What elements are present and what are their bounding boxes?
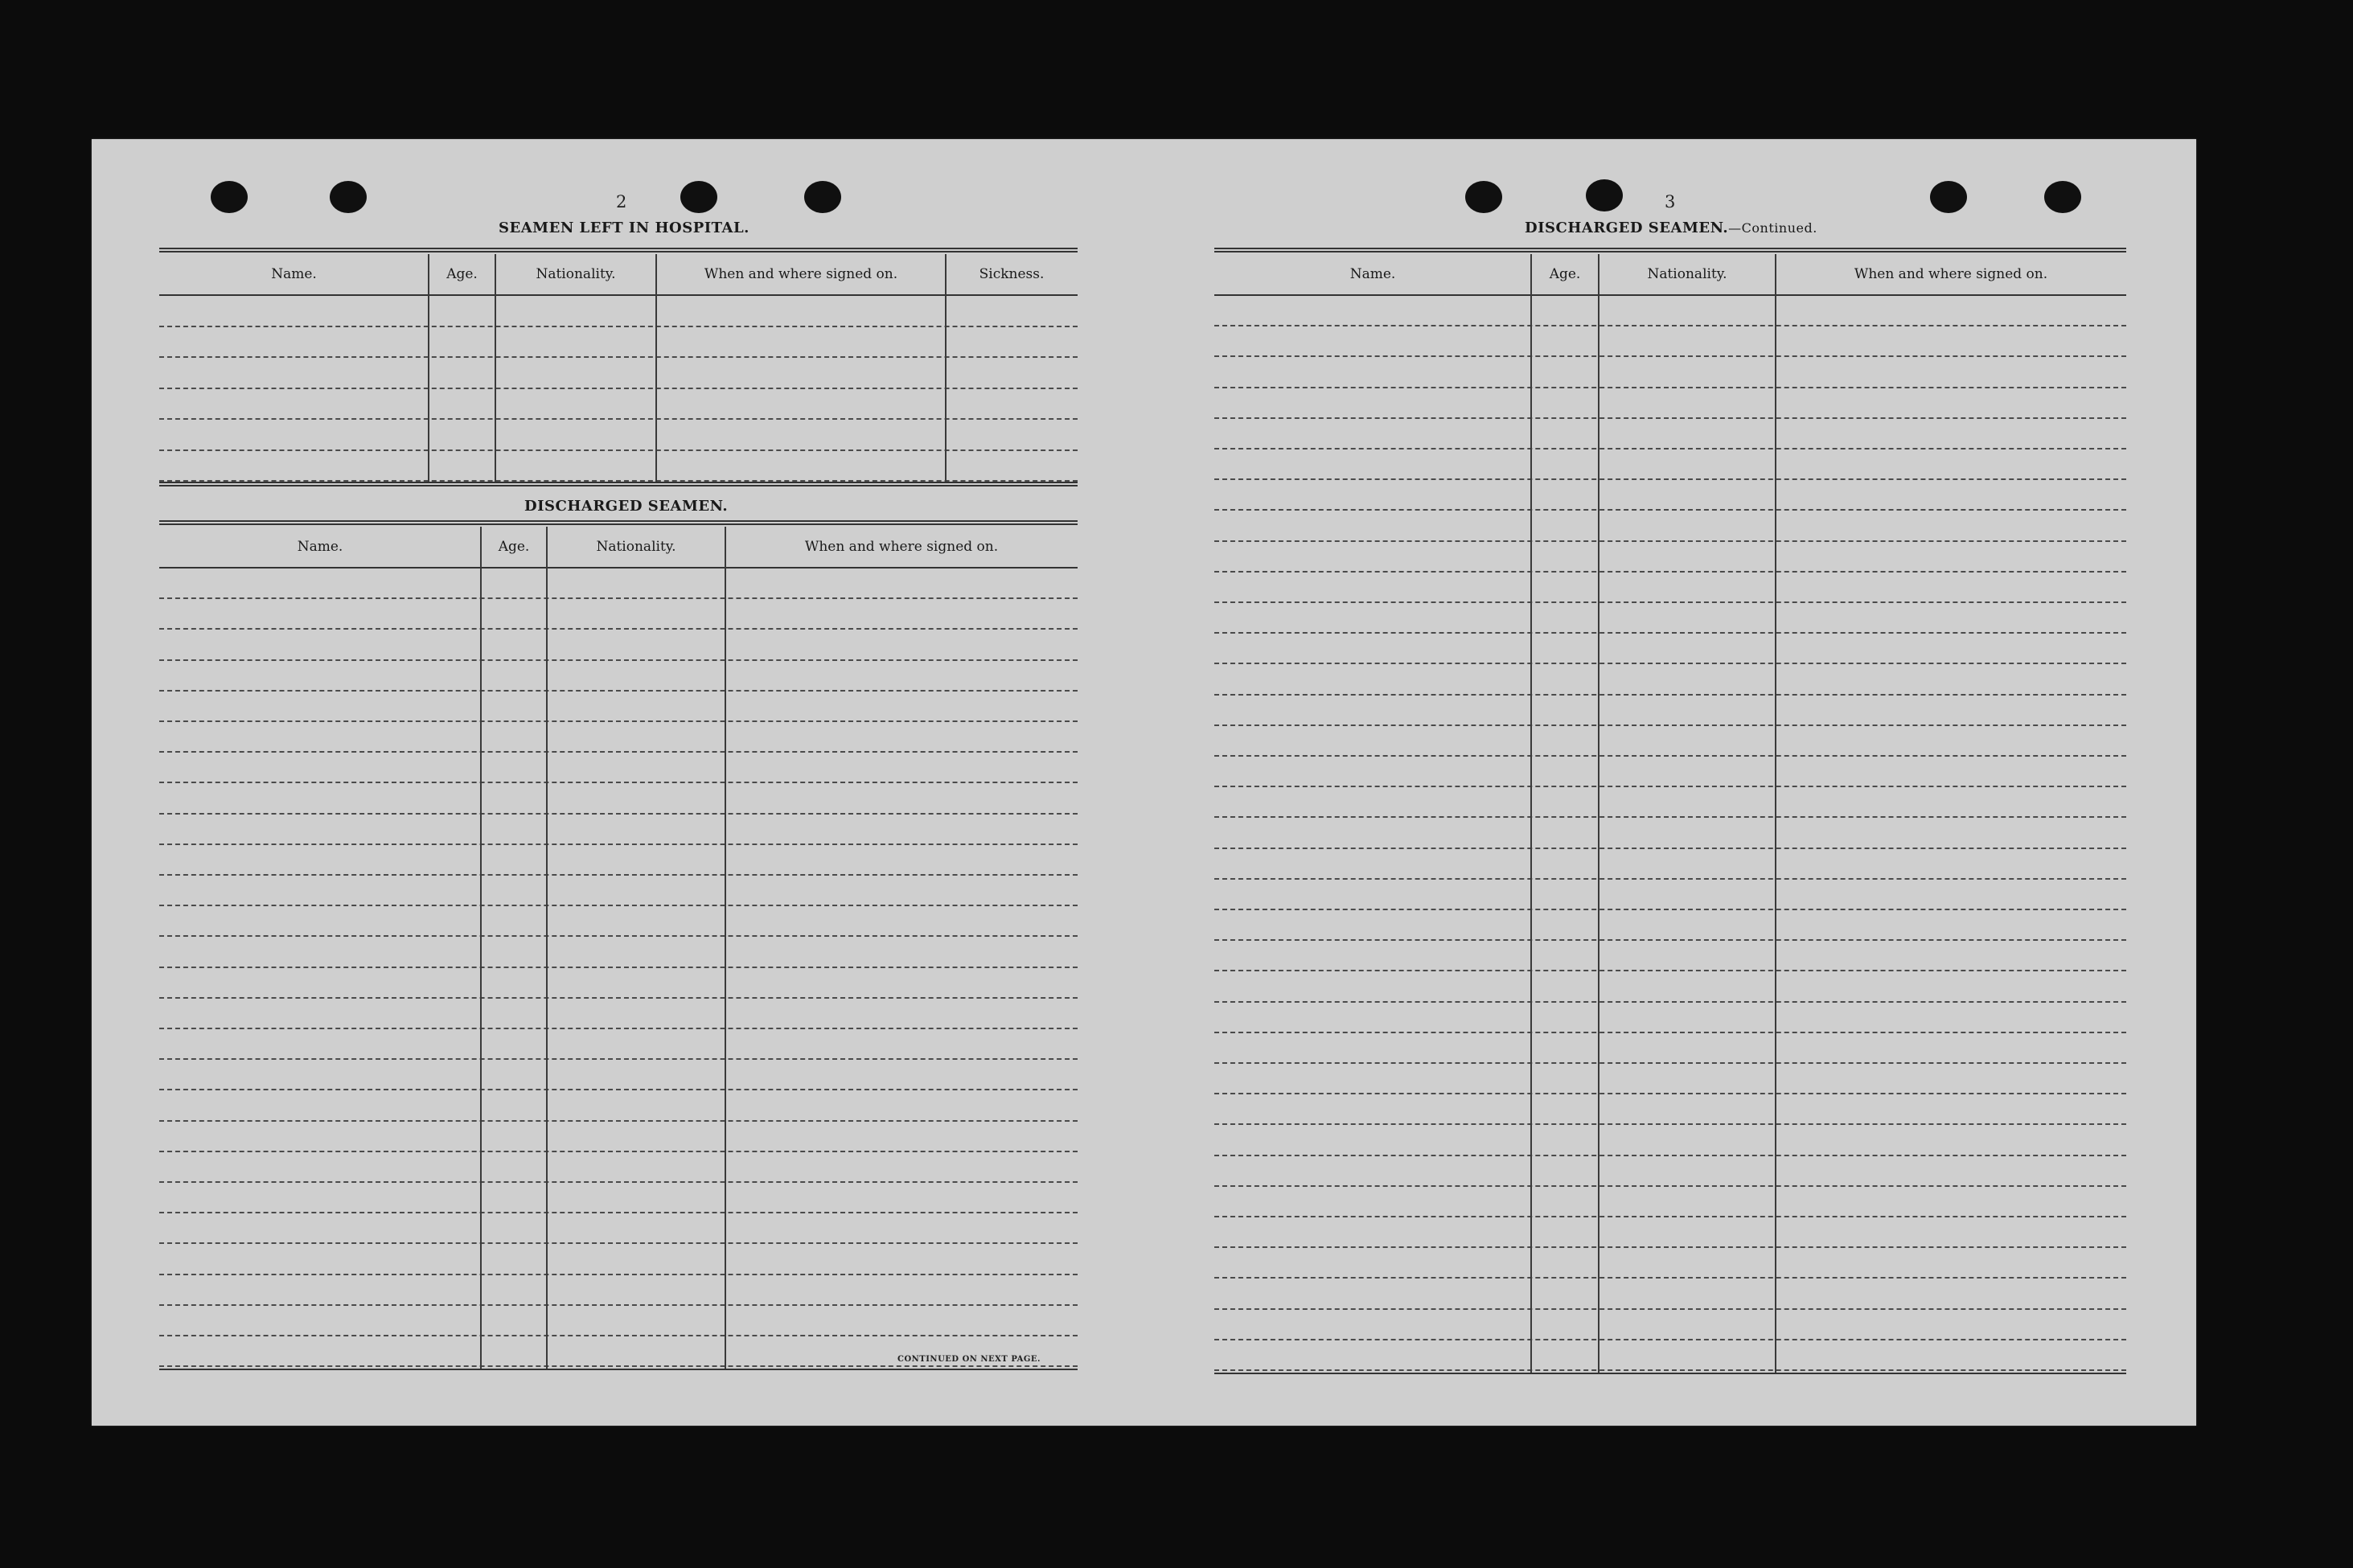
- table-row[interactable]: [1214, 1001, 2126, 1033]
- table-row[interactable]: [159, 1120, 1078, 1152]
- table-row[interactable]: [159, 751, 1078, 783]
- table-top-rule: [1214, 251, 2126, 252]
- table-row[interactable]: [1214, 540, 2126, 573]
- column-header: When and where signed on.: [704, 266, 898, 282]
- table-row[interactable]: [159, 597, 1078, 630]
- table-row[interactable]: [159, 997, 1078, 1029]
- column-divider: [1775, 254, 1776, 1373]
- table-row[interactable]: [1214, 1308, 2126, 1340]
- column-header: Nationality.: [596, 539, 676, 555]
- column-divider: [655, 254, 657, 482]
- column-divider: [480, 527, 482, 1369]
- table-row[interactable]: [159, 449, 1078, 482]
- discharged-continued-title-suffix: —Continued.: [1728, 220, 1817, 236]
- column-header: Name.: [1349, 266, 1396, 282]
- table-row[interactable]: [159, 690, 1078, 722]
- table-row[interactable]: [159, 813, 1078, 845]
- table-row[interactable]: [159, 388, 1078, 421]
- table-header-row: [159, 254, 1078, 296]
- table-row[interactable]: [1214, 478, 2126, 511]
- column-header: Age.: [498, 539, 530, 555]
- table-row[interactable]: [159, 967, 1078, 999]
- table-row[interactable]: [159, 1304, 1078, 1336]
- punch-hole: [330, 181, 367, 213]
- table-row[interactable]: [1214, 878, 2126, 910]
- table-row[interactable]: [1214, 417, 2126, 449]
- table-row[interactable]: [159, 782, 1078, 814]
- column-divider: [1598, 254, 1599, 1373]
- table-row[interactable]: [1214, 1062, 2126, 1094]
- column-header: When and where signed on.: [804, 539, 999, 555]
- table-row[interactable]: [1214, 387, 2126, 419]
- table-row[interactable]: [159, 874, 1078, 906]
- table-row[interactable]: [159, 1028, 1078, 1060]
- table-row[interactable]: [1214, 1185, 2126, 1217]
- column-header: Name.: [297, 539, 343, 555]
- table-header-row: [1214, 254, 2126, 296]
- discharged-continued-title: [1525, 220, 1817, 236]
- table-row[interactable]: [1214, 816, 2126, 848]
- table-row[interactable]: [159, 1058, 1078, 1090]
- table-top-rule: [159, 248, 1078, 249]
- punch-hole: [211, 181, 248, 213]
- table-top-rule: [159, 520, 1078, 522]
- table-row[interactable]: [159, 628, 1078, 660]
- punch-hole: [1930, 181, 1967, 213]
- table-row[interactable]: [1214, 1339, 2126, 1371]
- table-row[interactable]: [1214, 1277, 2126, 1309]
- table-row[interactable]: [159, 844, 1078, 876]
- table-row[interactable]: [159, 1242, 1078, 1275]
- table-row[interactable]: [159, 567, 1078, 599]
- column-header: Name.: [271, 266, 317, 282]
- punch-hole: [804, 181, 841, 213]
- table-row[interactable]: [159, 935, 1078, 967]
- discharged-section-title: DISCHARGED SEAMEN.: [524, 498, 729, 515]
- table-row[interactable]: [159, 1212, 1078, 1244]
- table-row[interactable]: [1214, 325, 2126, 357]
- discharged-table: [159, 523, 1078, 1352]
- table-row[interactable]: [159, 356, 1078, 389]
- table-row[interactable]: [1214, 448, 2126, 480]
- table-row[interactable]: [1214, 1093, 2126, 1125]
- column-divider: [1530, 254, 1532, 1373]
- table-top-rule: [159, 523, 1078, 525]
- table-bottom-rule: [159, 485, 1078, 486]
- hospital-section-title: SEAMEN LEFT IN HOSPITAL.: [499, 220, 749, 236]
- table-bottom-rule: [159, 1369, 1078, 1370]
- table-row[interactable]: [1214, 755, 2126, 787]
- column-header: Sickness.: [979, 266, 1045, 282]
- column-divider: [495, 254, 496, 482]
- punch-hole: [680, 181, 717, 213]
- discharged-continued-title-main: DISCHARGED SEAMEN.: [1525, 220, 1729, 236]
- page-number-left: 2: [616, 192, 627, 211]
- column-header: When and where signed on.: [1854, 266, 2048, 282]
- table-row[interactable]: [1214, 724, 2126, 757]
- page-number-right: 3: [1665, 192, 1676, 211]
- column-divider: [546, 527, 548, 1369]
- table-row[interactable]: [159, 1181, 1078, 1213]
- table-row[interactable]: [1214, 294, 2126, 326]
- table-row[interactable]: [1214, 694, 2126, 726]
- column-divider: [428, 254, 429, 482]
- continued-on-next-page-note: CONTINUED ON NEXT PAGE.: [897, 1355, 1041, 1364]
- discharged-continued-table: [1214, 248, 2126, 1353]
- punch-hole: [1586, 179, 1623, 211]
- table-row[interactable]: [1214, 632, 2126, 664]
- table-row[interactable]: [1214, 571, 2126, 603]
- table-bottom-rule: [1214, 1373, 2126, 1374]
- table-row[interactable]: [159, 1274, 1078, 1306]
- table-row[interactable]: [1214, 601, 2126, 634]
- column-header: Nationality.: [1647, 266, 1727, 282]
- punch-hole: [1465, 181, 1502, 213]
- column-divider: [945, 254, 947, 482]
- table-row[interactable]: [1214, 355, 2126, 388]
- table-row[interactable]: [1214, 848, 2126, 880]
- column-divider: [725, 527, 726, 1369]
- column-header: Nationality.: [536, 266, 616, 282]
- table-row[interactable]: [159, 1089, 1078, 1121]
- table-row[interactable]: [1214, 786, 2126, 818]
- table-row[interactable]: [1214, 509, 2126, 541]
- table-row[interactable]: [1214, 909, 2126, 941]
- table-row[interactable]: [1214, 663, 2126, 695]
- table-row[interactable]: [159, 720, 1078, 753]
- table-row[interactable]: [1214, 1123, 2126, 1155]
- table-row[interactable]: [1214, 1155, 2126, 1187]
- table-row[interactable]: [159, 1151, 1078, 1183]
- column-header: Age.: [1549, 266, 1581, 282]
- crew-list-form-spread: [92, 139, 2196, 1426]
- hospital-table: [159, 248, 1078, 489]
- table-top-rule: [1214, 248, 2126, 249]
- table-row[interactable]: [159, 418, 1078, 451]
- table-row[interactable]: [1214, 1032, 2126, 1064]
- table-row[interactable]: [1214, 939, 2126, 971]
- table-row[interactable]: [1214, 1246, 2126, 1279]
- punch-hole: [2044, 181, 2081, 213]
- table-bottom-rule: [159, 482, 1078, 483]
- table-row[interactable]: [159, 294, 1078, 327]
- table-row[interactable]: [1214, 1216, 2126, 1248]
- table-top-rule: [159, 251, 1078, 252]
- table-row[interactable]: [159, 326, 1078, 359]
- table-row[interactable]: [1214, 970, 2126, 1002]
- table-row[interactable]: [159, 659, 1078, 692]
- column-header: Age.: [446, 266, 478, 282]
- table-row[interactable]: [159, 905, 1078, 937]
- table-header-row: [159, 527, 1078, 569]
